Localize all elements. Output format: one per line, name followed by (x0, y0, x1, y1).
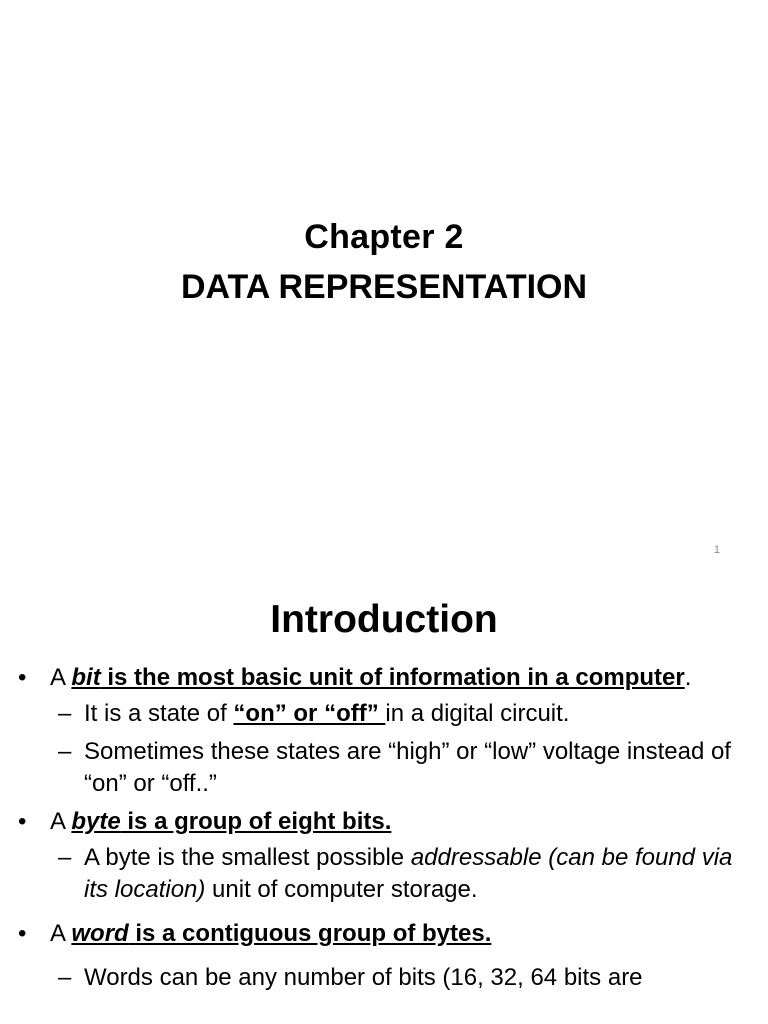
term-byte: byte (71, 808, 121, 835)
bullet-bit (18, 662, 738, 694)
bullet-definition: is a group of eight bits. (120, 808, 392, 835)
term-bit: bit (71, 664, 101, 691)
sub-bullet-addressable (18, 842, 738, 906)
bullet-prefix: A (50, 920, 72, 947)
bullet-marker: • (18, 808, 27, 835)
sub-bullet-text: It is a state of (84, 700, 234, 727)
sub-bullet-marker: – (58, 844, 72, 871)
bullet-prefix: A (50, 664, 72, 691)
sub-bullet-text: in a digital circuit. (385, 700, 570, 727)
sub-bullet-word-size (18, 962, 738, 994)
sub-bullet-text: Sometimes these states are “high” or “low” voltage instead of “on” or “off..” (84, 738, 731, 797)
title-line-subject: DATA REPRESENTATION (180, 268, 588, 306)
bullet-definition: is a contiguous group of bytes. (128, 920, 492, 947)
sub-bullet-text: Words can be any number of bits (16, 32, 64 bits are (84, 964, 643, 991)
bullet-marker: • (18, 920, 27, 947)
sub-bullet-text: A byte is the smallest possible (84, 844, 411, 871)
sub-bullet-marker: – (58, 738, 72, 765)
slide-title (0, 212, 768, 312)
sub-bullet-emphasis: “on” or “off” (233, 700, 386, 727)
introduction-slide (0, 576, 768, 1024)
bullet-marker: • (18, 664, 27, 691)
sub-bullet-text: unit of computer storage. (205, 876, 478, 903)
term-word: word (71, 920, 129, 947)
slide-heading: Introduction (270, 598, 498, 641)
bullet-byte (18, 806, 738, 838)
sub-bullet-marker: – (58, 700, 72, 727)
bullet-word (18, 918, 738, 950)
sub-bullet-italic: addressable (can be found via its location) (84, 844, 733, 903)
sub-bullet-on-off (18, 698, 738, 730)
bullet-list (18, 662, 738, 1000)
title-line-chapter: Chapter 2 (304, 218, 464, 256)
bullet-prefix: A (50, 808, 72, 835)
bullet-definition: is the most basic unit of information in a computer (100, 664, 685, 691)
sub-bullet-marker: – (58, 964, 72, 991)
page-number: 1 (713, 544, 720, 556)
sub-bullet-voltage (18, 736, 738, 800)
bullet-suffix: . (684, 664, 692, 691)
